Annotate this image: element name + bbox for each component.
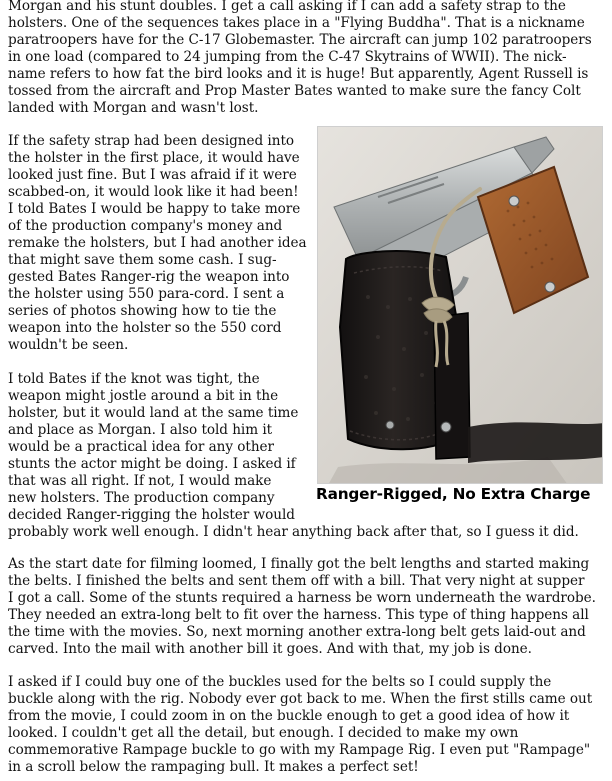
text-line: decided Ranger-rigging the holster would [8,507,295,523]
text-line: commemorative Rampage buckle to go with my Rampage Rig. I even put "Rampage" [8,742,591,758]
pistol-holster-photo [317,126,603,484]
text-line: I got a call. Some of the stunts required a harness be worn underneath the wardrobe. [8,590,596,606]
text-line: holsters. One of the sequences takes place in a "Flying Buddha". That is a nickname [8,15,585,31]
text-line: scabbed-on, it would look like it had been! [8,184,299,200]
text-line: I told Bates I would be happy to take more [8,201,301,217]
text-line: would be a practical idea for any other [8,439,274,455]
text-line: name refers to how fat the bird looks and it is huge! But apparently, Agent Russell is [8,66,589,82]
text-line: They needed an extra-long belt to fit over the harness. This type of thing happens all [8,607,589,623]
text-line: landed with Morgan and wasn't lost. [8,100,259,116]
text-line: buckle along with the rig. Nobody ever got back to me. When the first stills came out [8,691,593,707]
text-line: new holsters. The production company [8,490,275,506]
text-line: Morgan and his stunt doubles. I get a call asking if I can add a safety strap to the [8,0,566,14]
text-line: weapon into the holster so the 550 cord [8,320,282,336]
text-line: looked just fine. But I was afraid if it were [8,167,297,183]
text-line: If the safety strap had been designed into [8,133,294,149]
text-line: and place as Morgan. I also told him it [8,422,273,438]
text-line: stunts the actor might be doing. I asked if [8,456,296,472]
text-line: carved. Into the mail with another bill it goes. And with that, my job is done. [8,641,532,657]
text-line: the belts. I finished the belts and sent them off with a bill. That very night at supper [8,573,585,589]
text-line: wouldn't be seen. [8,337,129,353]
text-line: I told Bates if the knot was tight, the [8,371,260,387]
text-line: remake the holsters, but I had another idea [8,235,307,251]
text-line: that might save them some cash. I sug- [8,252,277,268]
text-line: I asked if I could buy one of the buckles used for the belts so I could supply the [8,674,552,690]
text-line: tossed from the aircraft and Prop Master Bates wanted to make sure the fancy Colt [8,83,581,99]
text-line: paratroopers have for the C-17 Globemaster. The aircraft can jump 102 paratroopers [8,32,592,48]
text-line: holster, but it would land at the same time [8,405,299,421]
text-line: the holster in the first place, it would have [8,150,300,166]
figure-caption: Ranger-Rigged, No Extra Charge [316,485,591,503]
text-line: of the production company's money and [8,218,283,234]
text-line: series of photos showing how to tie the [8,303,277,319]
text-line: gested Bates Ranger-rig the weapon into [8,269,290,285]
text-line: probably work well enough. I didn't hear anything back after that, so I guess it did. [8,524,579,540]
text-line: that was all right. If not, I would make [8,473,272,489]
text-line: in one load (compared to 24 jumping from the C-47 Skytrains of WWII). The nick- [8,49,567,65]
text-line: in a scroll below the rampaging bull. It makes a perfect set! [8,759,419,775]
text-line: weapon might jostle around a bit in the [8,388,279,404]
text-line: the holster using 550 para-cord. I sent a [8,286,285,302]
text-line: from the movie, I could zoom in on the buckle enough to get a good idea of how it [8,708,570,724]
text-line: looked. I couldn't get all the detail, but enough. I decided to make my own [8,725,519,741]
text-line: As the start date for filming loomed, I finally got the belt lengths and started making [8,556,590,572]
text-line: the time with the movies. So, next morning another extra-long belt gets laid-out and [8,624,586,640]
